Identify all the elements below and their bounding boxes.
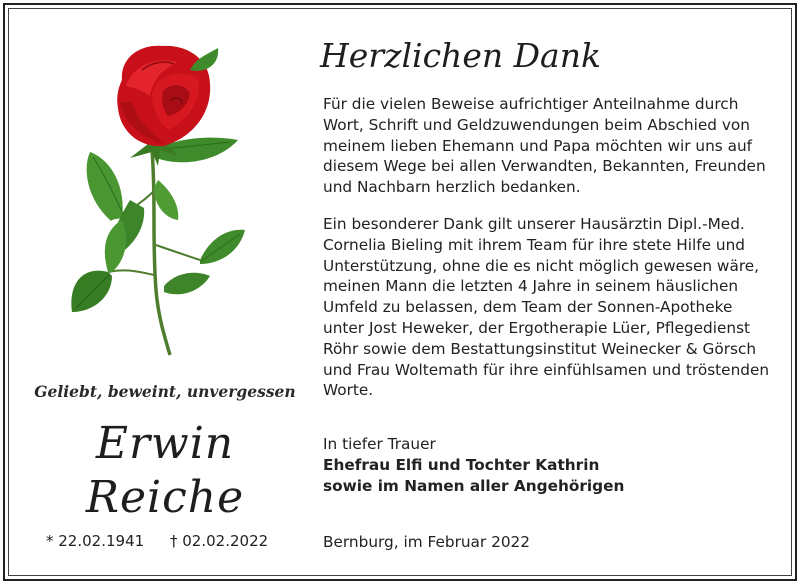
thanks-paragraph: Für die vielen Beweise aufrichtiger Anteilnahme durch Wort, Schrift und Geldzuwendungen beim Abschied von meinem lieben Ehemann und Papa möchten wir uns auf diesem Wege bei allen Verwandten, Bekannten, Freunden und Nachbarn herzlich bedanken. [323,95,766,197]
notice-heading: Herzlichen Dank [320,36,601,75]
special-thanks-paragraph: Ein besonderer Dank gilt unserer Hausärztin Dipl.-Med. Cornelia Bieling mit ihrem Team für ihre stete Hilfe und Unterstützung, ohne die es nicht möglich gewesen wäre, meinen Mann die letzten 4 Jahre in seinem häuslichen Umfeld zu belassen, dem Team der Sonnen-Apotheke unter Jost Heweker, der Ergotherapie Lüer, Pflegedienst Röhr sowie dem Bestattungsinstitut Weinecker & Görsch und Frau Woltemath für ihre einfühlsamen und tröstenden Worte. [323,215,770,400]
signature-relatives: sowie im Namen aller Angehörigen [323,477,625,495]
signature-intro: In tiefer Trauer [323,435,436,453]
red-rose-icon [60,40,270,360]
place-date: Bernburg, im Februar 2022 [323,533,531,551]
deceased-last-name: Reiche [85,472,245,523]
signature-family: Ehefrau Elfi und Tochter Kathrin [323,456,600,474]
death-date: † 02.02.2022 [170,532,269,550]
deceased-first-name: Erwin [95,418,235,469]
birth-date: * 22.02.1941 [46,532,145,550]
motto: Geliebt, beweint, unvergessen [34,382,296,401]
